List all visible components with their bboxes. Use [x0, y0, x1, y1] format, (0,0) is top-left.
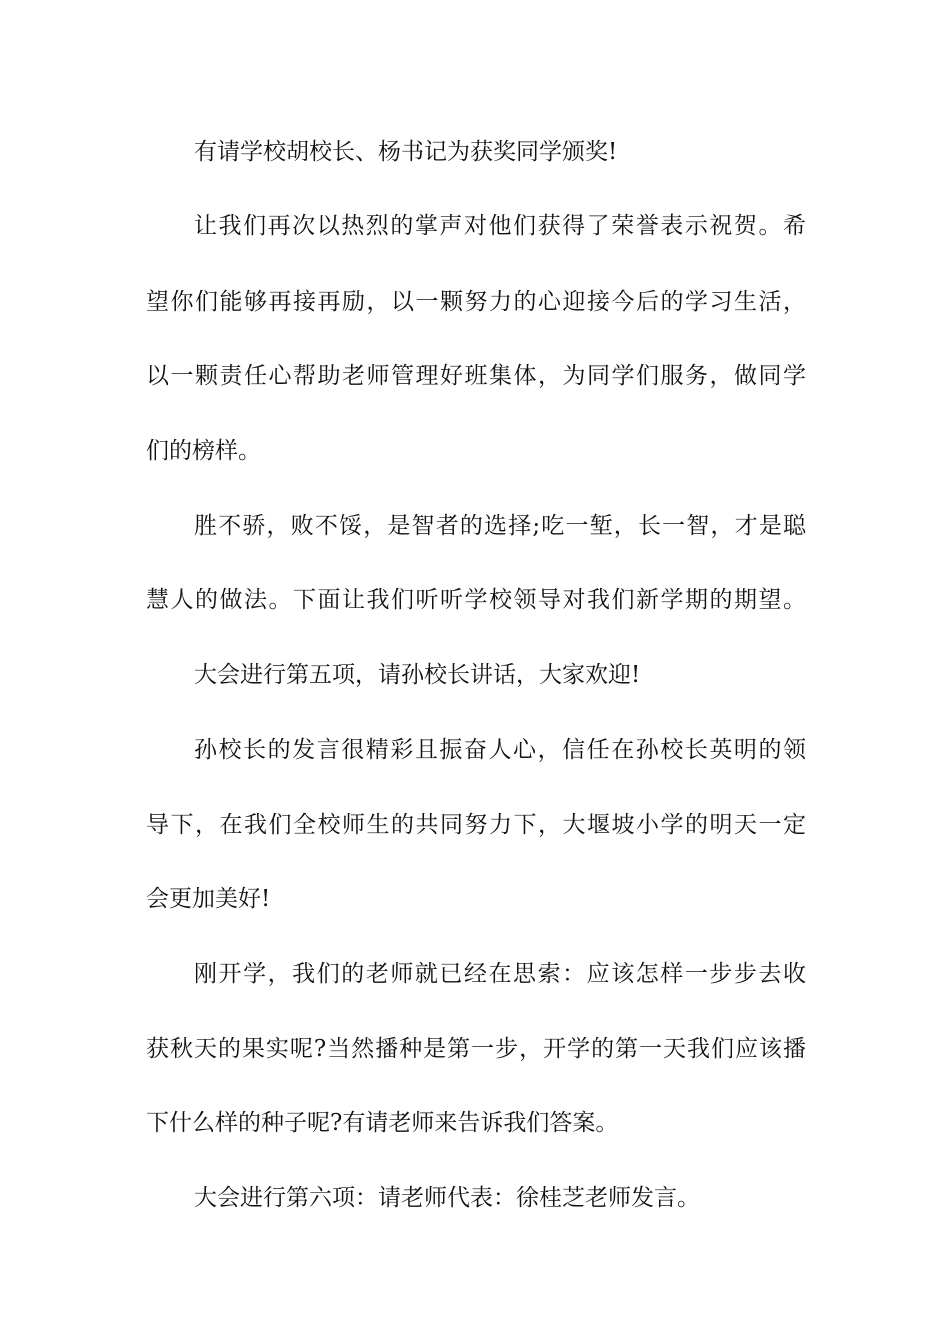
paragraph-2-line-3: 以一颗责任心帮助老师管理好班集体，为同学们服务，做同学	[146, 363, 806, 389]
paragraph-3-line-1: 胜不骄，败不馁，是智者的选择;吃一堑，长一智，才是聪	[194, 513, 806, 539]
paragraph-3-line-2: 慧人的做法。下面让我们听听学校领导对我们新学期的期望。	[146, 587, 806, 613]
paragraph-6-line-1: 刚开学，我们的老师就已经在思索：应该怎样一步步去收	[194, 961, 806, 987]
paragraph-5-line-1: 孙校长的发言很精彩且振奋人心，信任在孙校长英明的领	[194, 737, 806, 763]
paragraph-6-line-3: 下什么样的种子呢?有请老师来告诉我们答案。	[146, 1110, 619, 1136]
paragraph-5-line-2: 导下，在我们全校师生的共同努力下，大堰坡小学的明天一定	[146, 812, 806, 838]
paragraph-4-line-1: 大会进行第五项，请孙校长讲话，大家欢迎!	[194, 662, 641, 688]
paragraph-5-line-3: 会更加美好!	[146, 886, 271, 912]
paragraph-2-line-4: 们的榜样。	[146, 438, 261, 464]
paragraph-1-line-1: 有请学校胡校长、杨书记为获奖同学颁奖!	[194, 139, 618, 165]
paragraph-2-line-2: 望你们能够再接再励，以一颗努力的心迎接今后的学习生活，	[146, 289, 806, 315]
paragraph-7-line-1: 大会进行第六项：请老师代表：徐桂芝老师发言。	[194, 1185, 700, 1211]
paragraph-2-line-1: 让我们再次以热烈的掌声对他们获得了荣誉表示祝贺。希	[194, 213, 806, 239]
paragraph-6-line-2: 获秋天的果实呢?当然播种是第一步，开学的第一天我们应该播	[146, 1036, 806, 1062]
